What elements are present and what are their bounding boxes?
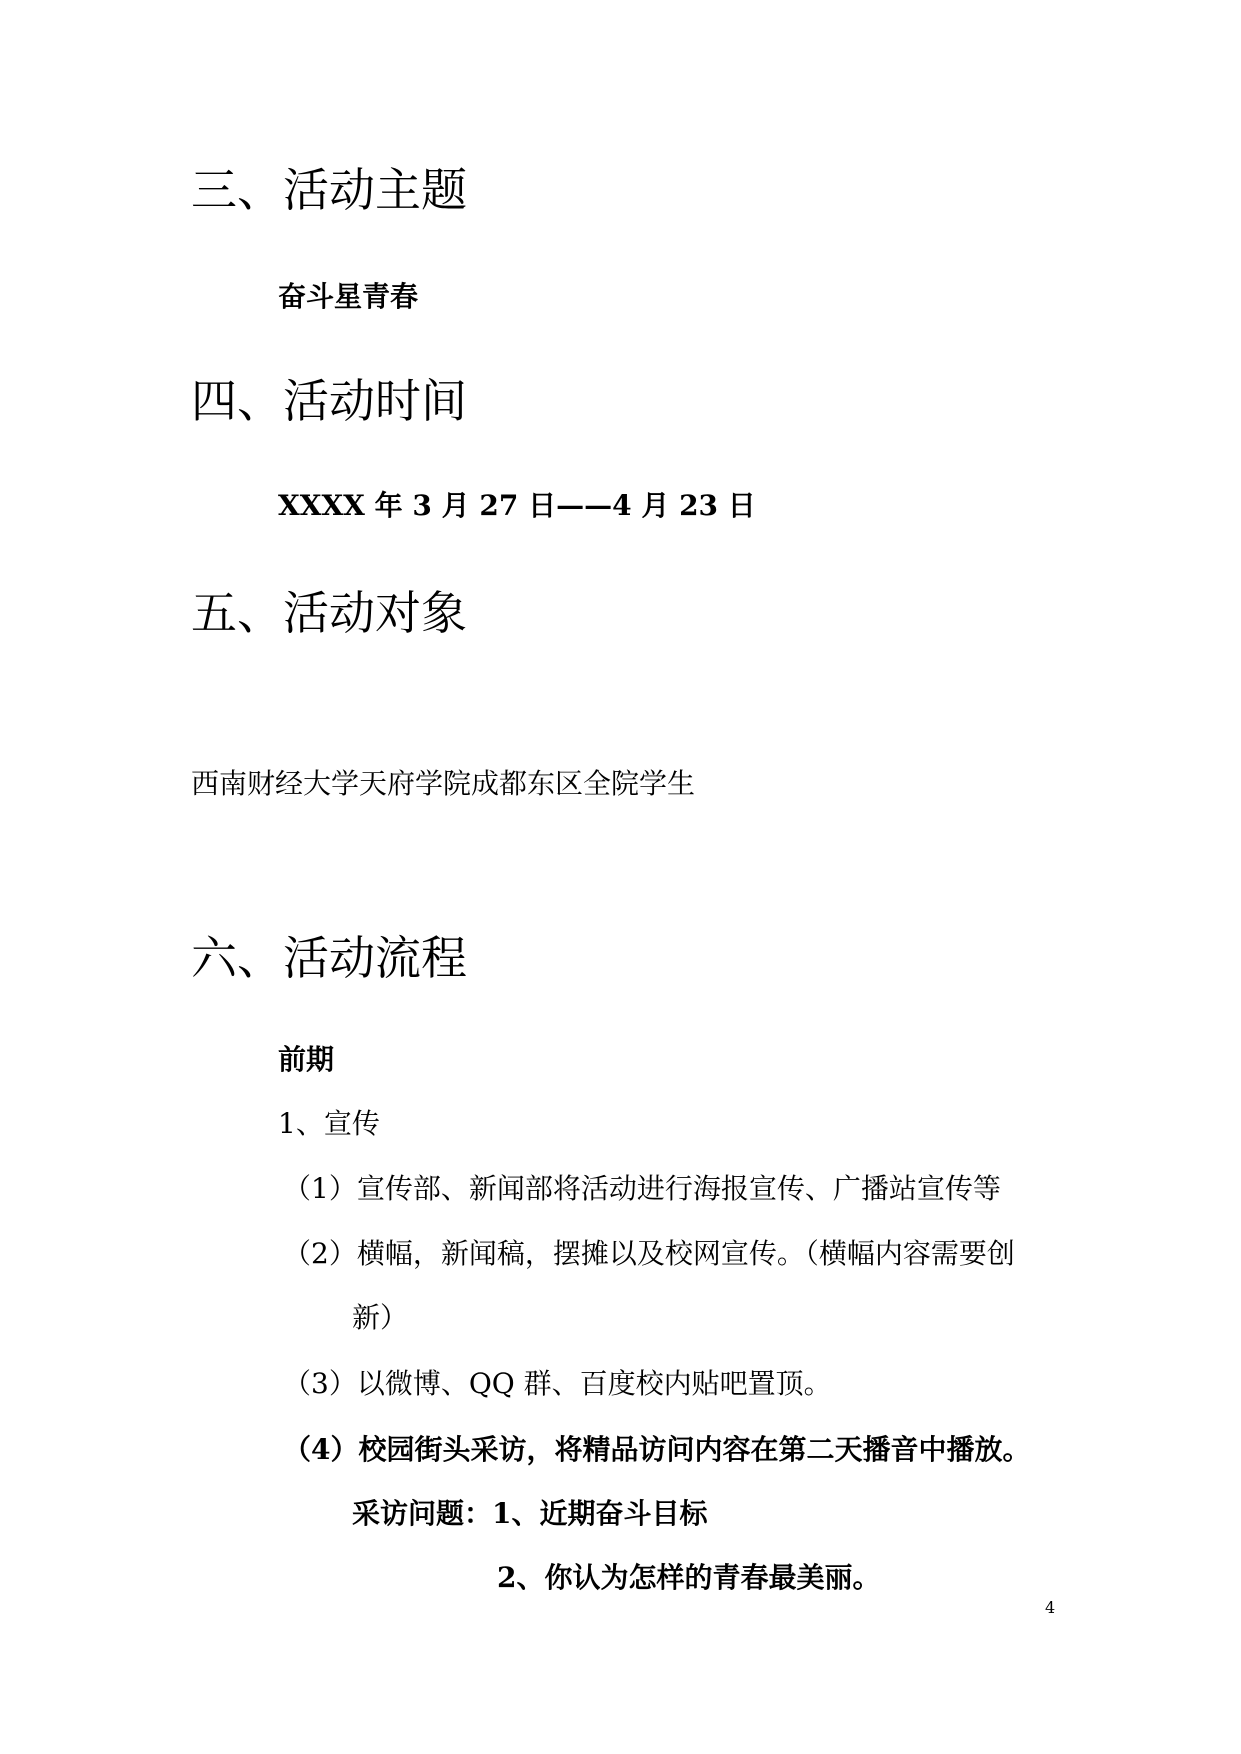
- section-heading-audience: 五、活动对象: [191, 586, 467, 640]
- phase-label: 前期: [278, 1043, 335, 1076]
- list-item: 1、宣传: [278, 1107, 380, 1140]
- list-item: （1）宣传部、新闻部将活动进行海报宣传、广播站宣传等: [283, 1172, 1001, 1205]
- list-item-continuation: 新）: [352, 1301, 409, 1334]
- list-item: （4）校园街头采访，将精品访问内容在第二天播音中播放。: [283, 1433, 1031, 1466]
- page-number: 4: [1045, 1598, 1056, 1617]
- list-item: （2）横幅，新闻稿，摆摊以及校网宣传。（横幅内容需要创: [283, 1237, 1015, 1270]
- time-content: XXXX 年 3 月 27 日——4 月 23 日: [278, 489, 756, 522]
- section-heading-theme: 三、活动主题: [191, 163, 467, 217]
- interview-questions: 采访问题：1、近期奋斗目标: [352, 1497, 708, 1530]
- section-heading-time: 四、活动时间: [191, 374, 467, 428]
- interview-question: 2、你认为怎样的青春最美丽。: [497, 1561, 881, 1594]
- audience-content: 西南财经大学天府学院成都东区全院学生: [191, 767, 696, 800]
- theme-content: 奋斗星青春: [278, 280, 419, 313]
- section-heading-process: 六、活动流程: [191, 931, 467, 985]
- list-item: （3）以微博、QQ 群、百度校内贴吧置顶。: [283, 1367, 832, 1400]
